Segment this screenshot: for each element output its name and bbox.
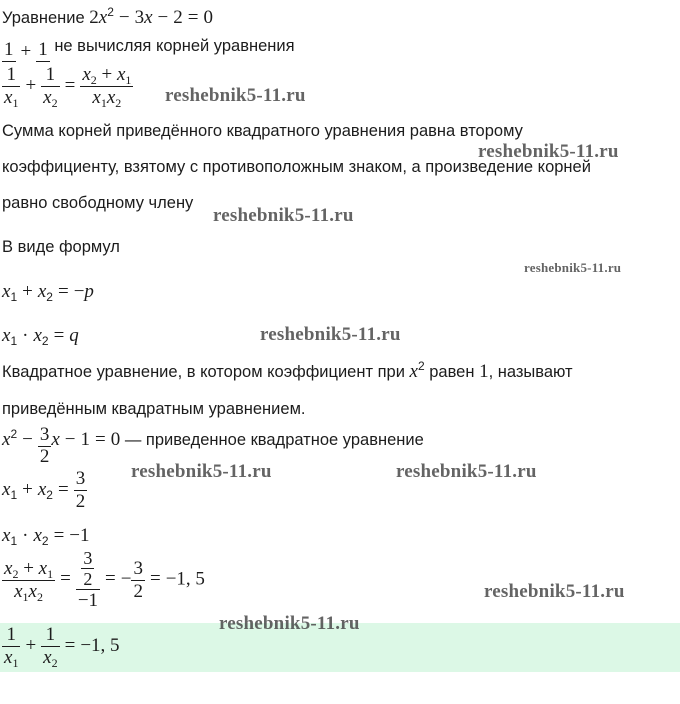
theorem-line-2: коэффициенту, взятому с противоположным знаком, а произведение корней xyxy=(2,158,591,176)
task-line: 1 + 1 не вычисляя корней уравнения xyxy=(2,36,295,66)
reduced-note: — приведенное квадратное уравнение xyxy=(124,430,424,449)
fraction: $\frac{1}{x_1}$ xyxy=(4,64,19,110)
watermark: reshebnik5-11.ru xyxy=(131,461,272,482)
fraction: $\frac{1}{x_2}$ xyxy=(43,64,58,110)
definition-line-1: Квадратное уравнение, в котором коэффициент при $x^2$ равен 1, называют xyxy=(2,359,573,382)
reduced-equation: $x^2$ − $\frac{3}{2}$ x − 1 = 0 — приведенное квадратное уравнение xyxy=(2,424,424,467)
watermark: reshebnik5-11.ru xyxy=(260,324,401,345)
watermark: reshebnik5-11.ru xyxy=(524,260,622,275)
fraction: 1 xyxy=(38,39,48,61)
fraction: $\frac{3}{2}$ xyxy=(39,424,50,467)
watermark: reshebnik5-11.ru xyxy=(165,85,306,106)
answer: $\frac{1}{x_1}$ + $\frac{1}{x_2}$ = −1, 5 xyxy=(4,624,120,670)
watermark: reshebnik5-11.ru xyxy=(478,141,619,162)
fraction: $\frac{3}{2}$ xyxy=(133,557,143,602)
sum-of-reciprocals-formula: $\frac{1}{x_1}$ + $\frac{1}{x_2}$ = $\frac{x_2 + x_1}{x_1x_2}$ xyxy=(4,64,132,110)
watermark: reshebnik5-11.ru xyxy=(396,461,537,482)
theorem-line-3: равно свободному члену xyxy=(2,194,194,212)
fraction: $\frac{\frac{3}{2}}{-1}$ xyxy=(77,548,99,611)
fraction: 1 xyxy=(4,39,14,61)
fraction: $\frac{x_2 + x_1}{x_1x_2}$ xyxy=(82,64,132,110)
formulas-label: В виде формул xyxy=(2,238,120,256)
product-result: $x_1 \cdot x_2 = -1$ xyxy=(2,525,90,548)
theorem-line-1: Сумма корней приведённого квадратного уравнения равна второму xyxy=(2,122,523,140)
vieta-sum: $x_1 + x_2 = -p$ xyxy=(2,281,94,304)
equation-label: Уравнение xyxy=(2,9,85,27)
sum-result: $x_1 + x_2$ = $\frac{3}{2}$ xyxy=(2,468,86,512)
watermark: reshebnik5-11.ru xyxy=(484,581,625,602)
fraction: $\frac{1}{x_2}$ xyxy=(43,624,58,670)
definition-line-2: приведённым квадратным уравнением. xyxy=(2,400,306,418)
fraction: $\frac{3}{2}$ xyxy=(83,548,93,589)
watermark: reshebnik5-11.ru xyxy=(219,613,360,634)
fraction: $\frac{1}{x_1}$ xyxy=(4,624,19,670)
equation-line: Уравнение $2x^2 - 3x - 2 = 0$ xyxy=(2,5,213,28)
fraction: $\frac{3}{2}$ xyxy=(75,468,86,512)
watermark: reshebnik5-11.ru xyxy=(213,205,354,226)
vieta-product: $x_1 \cdot x_2 = q$ xyxy=(2,325,79,348)
fraction: $\frac{x_2 + x_1}{x_1x_2}$ xyxy=(4,557,54,604)
calculation: $\frac{x_2 + x_1}{x_1x_2}$ = $\frac{\frac{3}{2}}{-1}$ = − $\frac{3}{2}$ = −1, 5 xyxy=(4,548,205,611)
task-note: не вычисляя корней уравнения xyxy=(54,37,295,55)
